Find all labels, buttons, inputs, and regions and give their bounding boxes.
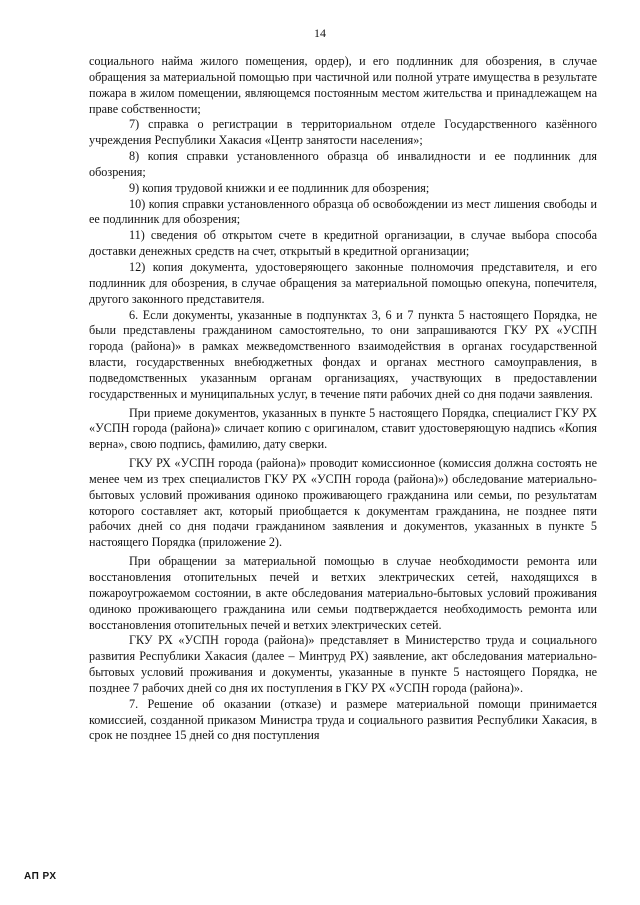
paragraph-inspection: ГКУ РХ «УСПН города (района)» проводит комиссионное (комиссия должна состоять не менее чем из трех специалистов ГКУ РХ «УСПН города (района)») обследование материально-бытовых условий проживания одиноко проживающего гражданина или семьи, по результатам которого составляет акт, который приобщается к документам гражданина, не позднее пяти рабочих дней со дня подачи гражданином заявления и документов, указанных в пункте 5 настоящего Порядка (приложение 2).	[89, 456, 597, 550]
paragraph-repair-case: При обращении за материальной помощью в случае необходимости ремонта или восстановления отопительных печей и ветхих электрических сетей, находящихся в пожароугрожаемом состоянии, в акте обследования материально-бытовых условий проживания одиноко проживающего гражданина или семьи подтверждается необходимость ремонта или восстановления отопительных печей и ветхих электрических сетей.	[89, 554, 597, 632]
paragraph-submission: ГКУ РХ «УСПН города (района)» представляет в Министерство труда и социального развития Республики Хакасия (далее – Минтруд РХ) заявление, акт обследования материально-бытовых условий проживания и документы, указанные в пункте 5 настоящего Порядка, не позднее 7 рабочих дней со дня их поступления в ГКУ РХ «УСПН города (района)».	[89, 633, 597, 695]
paragraph-continuation: социального найма жилого помещения, ордер), и его подлинник для обозрения, в случае обращения за материальной помощью при частичной или полной утрате имущества в результате пожара в жилом помещении, являющемся постоянным местом жительства и принадлежащем на праве собственности;	[89, 54, 597, 116]
paragraph-document-intake: При приеме документов, указанных в пункте 5 настоящего Порядка, специалист ГКУ РХ «УСПН города (района)» сличает копию с оригиналом, ставит удостоверяющую надпись «Копия верна», свою подпись, фамилию, дату сверки.	[89, 405, 597, 452]
footer-mark: АП РХ	[24, 871, 57, 882]
paragraph-item-8: 8) копия справки установленного образца об инвалидности и ее подлинник для обозрения;	[89, 149, 597, 179]
paragraph-item-9: 9) копия трудовой книжки и ее подлинник для обозрения;	[129, 180, 430, 195]
paragraph-item-7: 7) справка о регистрации в территориальном отделе Государственного казённого учреждения Республики Хакасия «Центр занятости населения»;	[89, 117, 597, 148]
paragraph-clause-7: 7. Решение об оказании (отказе) и размере материальной помощи принимается комиссией, созданной приказом Министра труда и социального развития Республики Хакасия, в срок не позднее 15 дней со дня поступления	[89, 696, 597, 743]
page-number: 14	[314, 26, 326, 40]
document-body	[89, 54, 597, 744]
paragraph-item-10: 10) копия справки установленного образца об освобождении из мест лишения свободы и ее подлинник для обозрения;	[89, 196, 597, 227]
paragraph-clause-6: 6. Если документы, указанные в подпунктах 3, 6 и 7 пункта 5 настоящего Порядка, не были представлены гражданином самостоятельно, то они запрашиваются ГКУ РХ «УСПН города (района)» в рамках межведомственного взаимодействия в органах государственной власти, государственных внебюджетных фондах и органах местного самоуправления, в подведомственных указанным органам организациях, участвующих в предоставлении государственных и муниципальных услуг, в течение пяти рабочих дней со дня подачи заявления.	[89, 307, 597, 401]
paragraph-item-12: 12) копия документа, удостоверяющего законные полномочия представителя, и его подлинник для обозрения, в случае обращения за материальной помощью опекуна, попечителя, другого законного представителя.	[89, 259, 597, 306]
paragraph-item-11: 11) сведения об открытом счете в кредитной организации, в случае выбора способа доставки денежных средств на счет, открытый в кредитной организации;	[89, 228, 597, 259]
